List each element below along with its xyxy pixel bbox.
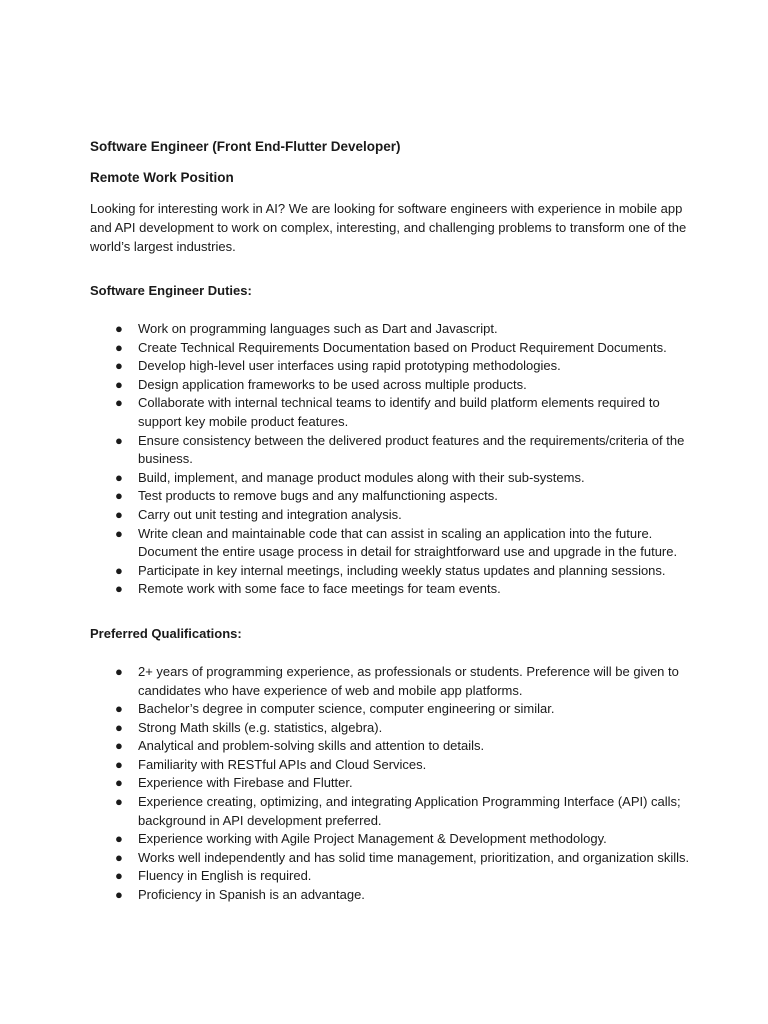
list-item [90, 580, 690, 599]
list-item-text: Experience creating, optimizing, and integrating Application Programming Interface (API) calls; background in API development preferred. [138, 794, 681, 828]
qualifications-list [90, 663, 690, 905]
list-item [90, 506, 690, 525]
list-item-text: Remote work with some face to face meetings for team events. [138, 581, 501, 597]
list-item [90, 793, 690, 830]
list-item [90, 719, 690, 738]
list-item-text: Develop high-level user interfaces using rapid prototyping methodologies. [138, 358, 561, 374]
list-item [90, 320, 690, 339]
duties-list [90, 320, 690, 599]
bullet-icon: ● [115, 339, 123, 355]
list-item-text: Participate in key internal meetings, including weekly status updates and planning sessions. [138, 562, 666, 578]
list-item [90, 830, 690, 849]
bullet-icon: ● [115, 581, 123, 597]
list-item [90, 357, 690, 376]
bullet-icon: ● [115, 488, 123, 504]
bullet-icon: ● [115, 701, 123, 717]
bullet-icon: ● [115, 562, 123, 578]
list-item-text: Build, implement, and manage product modules along with their sub-systems. [138, 469, 585, 485]
bullet-icon: ● [115, 469, 123, 485]
bullet-icon: ● [115, 719, 123, 735]
bullet-icon: ● [115, 849, 123, 865]
bullet-icon: ● [115, 525, 123, 541]
list-item-text: Analytical and problem-solving skills and attention to details. [138, 738, 485, 754]
bullet-icon: ● [115, 756, 123, 772]
bullet-icon: ● [115, 358, 123, 374]
list-item [90, 849, 690, 868]
list-item-text: Proficiency in Spanish is an advantage. [138, 887, 365, 903]
list-item [90, 737, 690, 756]
list-item-text: 2+ years of programming experience, as professionals or students. Preference will be given to candidates who have experience of web and mobile app platforms. [138, 663, 679, 698]
list-item [90, 562, 690, 581]
list-item [90, 432, 690, 469]
bullet-icon: ● [115, 321, 123, 336]
qualifications-heading: Preferred Qualifications: [90, 625, 242, 641]
list-item-text: Ensure consistency between the delivered product features and the requirements/criteria of the business. [138, 432, 685, 467]
bullet-icon: ● [115, 887, 123, 903]
list-item-text: Work on programming languages such as Dart and Javascript. [138, 321, 498, 336]
list-item-text: Create Technical Requirements Documentation based on Product Requirement Documents. [138, 339, 667, 355]
list-item-text: Works well independently and has solid time management, prioritization, and organization skills. [138, 849, 690, 865]
bullet-icon: ● [115, 738, 123, 754]
list-item [90, 756, 690, 775]
document-page [90, 138, 690, 905]
list-item-text: Familiarity with RESTful APIs and Cloud Services. [138, 756, 427, 772]
bullet-icon: ● [115, 506, 123, 522]
list-item-text: Bachelor’s degree in computer science, computer engineering or similar. [138, 701, 555, 717]
list-item [90, 339, 690, 358]
list-item [90, 886, 690, 905]
list-item-text: Write clean and maintainable code that can assist in scaling an application into the future. Document the entire usage process in detail for straightforward use and upgrade in the future. [138, 525, 678, 560]
list-item [90, 663, 690, 700]
job-title: Software Engineer (Front End-Flutter Developer) [90, 139, 401, 154]
list-item [90, 469, 690, 488]
list-item-text: Fluency in English is required. [138, 868, 312, 884]
list-item [90, 376, 690, 395]
list-item [90, 394, 690, 431]
bullet-icon: ● [115, 432, 123, 448]
job-subtitle: Remote Work Position [90, 170, 234, 185]
list-item-text: Design application frameworks to be used across multiple products. [138, 376, 527, 392]
list-item-text: Experience with Firebase and Flutter. [138, 775, 353, 791]
duties-heading: Software Engineer Duties: [90, 283, 252, 298]
bullet-icon: ● [115, 775, 123, 791]
list-item-text: Collaborate with internal technical teams to identify and build platform elements required to support key mobile product features. [138, 395, 660, 429]
bullet-icon: ● [115, 663, 123, 679]
bullet-icon: ● [115, 831, 123, 847]
list-item-text: Test products to remove bugs and any malfunctioning aspects. [138, 488, 498, 504]
list-item [90, 525, 690, 562]
bullet-icon: ● [115, 395, 123, 411]
list-item-text: Strong Math skills (e.g. statistics, algebra). [138, 719, 383, 735]
list-item [90, 487, 690, 506]
list-item [90, 867, 690, 886]
list-item [90, 774, 690, 793]
intro-paragraph: Looking for interesting work in AI? We are looking for software engineers with experience in mobile app and API development to work on complex, interesting, and challenging problems to transform one of the world’s largest industries. [90, 201, 687, 254]
bullet-icon: ● [115, 376, 123, 392]
list-item-text: Experience working with Agile Project Management & Development methodology. [138, 831, 607, 847]
list-item-text: Carry out unit testing and integration analysis. [138, 506, 402, 522]
list-item [90, 700, 690, 719]
bullet-icon: ● [115, 868, 123, 884]
bullet-icon: ● [115, 794, 123, 810]
